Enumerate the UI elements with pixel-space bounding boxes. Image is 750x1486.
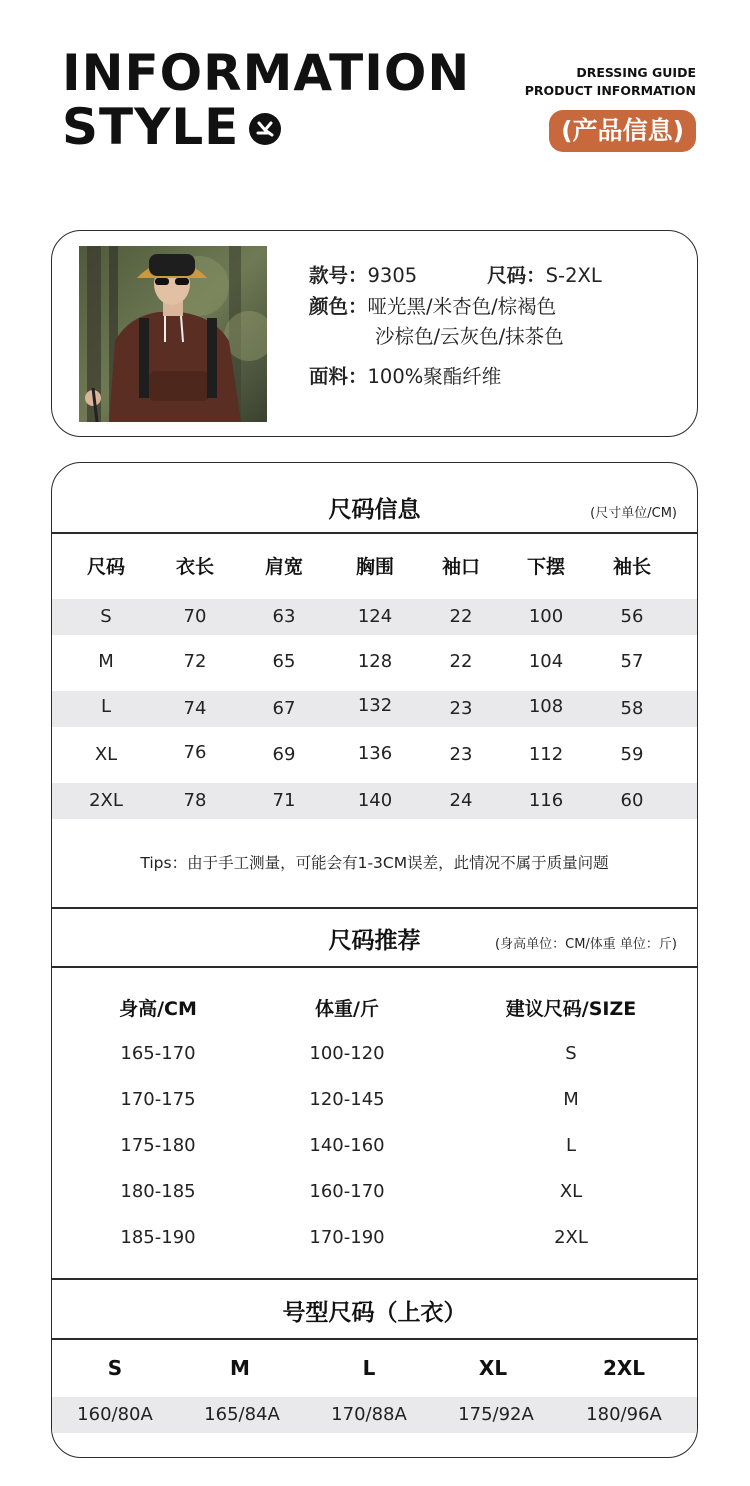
table-cell: 71: [272, 790, 296, 811]
product-card: [51, 230, 698, 437]
table-cell: 124: [357, 606, 393, 627]
style-value: 9305: [367, 264, 418, 287]
table-cell: M: [563, 1089, 579, 1110]
table-cell: 58: [620, 698, 644, 719]
table-cell: 180-185: [120, 1181, 196, 1202]
table-cell: M: [98, 651, 114, 672]
colors-line-1: 哑光黑/米杏色/棕褐色: [367, 295, 557, 318]
product-info: [309, 261, 602, 392]
table-cell: 2XL: [89, 790, 123, 811]
table-cell: 63: [272, 606, 296, 627]
table-cell: 116: [528, 790, 564, 811]
table-cell: 160/80A: [77, 1404, 153, 1425]
table-cell: XL: [559, 1181, 583, 1202]
column-header: 衣长: [175, 556, 214, 578]
divider: [52, 966, 697, 968]
column-header: 2XL: [602, 1356, 646, 1380]
column-header: 建议尺码/SIZE: [505, 998, 637, 1020]
column-header: 肩宽: [264, 556, 303, 578]
table-cell: 180/96A: [586, 1404, 662, 1425]
table-cell: 160-170: [309, 1181, 385, 1202]
table-cell: 72: [183, 651, 207, 672]
table-cell: 104: [528, 651, 564, 672]
size-info-unit-note: (尺寸单位/CM): [590, 506, 677, 521]
table-cell: 170/88A: [331, 1404, 407, 1425]
table-cell: 140-160: [309, 1135, 385, 1156]
table-cell: S: [100, 606, 112, 627]
body-type-title: 号型尺码（上衣）: [282, 1300, 467, 1326]
table-cell: 2XL: [554, 1227, 588, 1248]
product-info-badge: (产品信息): [549, 110, 696, 152]
fabric-row: [309, 362, 602, 392]
table-cell: 170-190: [309, 1227, 385, 1248]
size-value: S-2XL: [545, 264, 602, 287]
color-label: 颜色：: [309, 295, 368, 318]
table-cell: 69: [272, 744, 296, 765]
colors-line-2: 沙棕色/云灰色/抹茶色: [375, 325, 564, 348]
column-header: XL: [478, 1356, 508, 1380]
fabric-value: 100%聚酯纤维: [367, 365, 502, 388]
table-cell: 170-175: [120, 1089, 196, 1110]
table-cell: 57: [620, 651, 644, 672]
table-cell: 22: [449, 606, 473, 627]
table-cell: 60: [620, 790, 644, 811]
table-cell: 112: [528, 744, 564, 765]
size-info-title: 尺码信息: [328, 497, 421, 523]
column-header: 袖长: [612, 556, 651, 578]
size-label: 尺码：: [487, 264, 546, 287]
column-header: 体重/斤: [315, 998, 379, 1020]
table-cell: 100-120: [309, 1043, 385, 1064]
table-cell: 23: [449, 698, 473, 719]
divider: [52, 1338, 697, 1340]
table-cell: L: [100, 696, 112, 717]
tips-text: Tips：由于手工测量，可能会有1-3CM误差，此情况不属于质量问题: [140, 854, 609, 872]
table-cell: 140: [357, 790, 393, 811]
divider: [52, 1278, 697, 1280]
table-cell: 136: [357, 743, 393, 764]
column-header: 下摆: [526, 556, 565, 578]
table-cell: 100: [528, 606, 564, 627]
table-cell: 128: [357, 651, 393, 672]
table-cell: 165/84A: [204, 1404, 280, 1425]
table-cell: 175/92A: [458, 1404, 534, 1425]
column-header: L: [362, 1356, 376, 1380]
title-line-1: INFORMATION: [62, 44, 471, 102]
table-cell: 22: [449, 651, 473, 672]
table-cell: 185-190: [120, 1227, 196, 1248]
size-card: [51, 462, 698, 1458]
style-label: 款号：: [309, 264, 368, 287]
divider: [52, 532, 697, 534]
table-cell: XL: [94, 744, 118, 765]
color-row-2: [309, 322, 602, 352]
title-line-2: STYLE: [62, 98, 240, 156]
table-cell: 23: [449, 744, 473, 765]
table-cell: S: [565, 1043, 577, 1064]
table-cell: 56: [620, 606, 644, 627]
dressing-guide-label: DRESSING GUIDE: [576, 65, 696, 80]
table-cell: L: [565, 1135, 577, 1156]
column-header: S: [107, 1356, 123, 1380]
table-cell: 108: [528, 696, 564, 717]
table-cell: 24: [449, 790, 473, 811]
product-information-label: PRODUCT INFORMATION: [524, 83, 696, 98]
table-cell: 76: [183, 742, 207, 763]
table-cell: 65: [272, 651, 296, 672]
column-header: 尺码: [86, 556, 125, 578]
table-cell: 78: [183, 790, 207, 811]
table-cell: 67: [272, 698, 296, 719]
header-right: [525, 64, 696, 152]
table-cell: 165-170: [120, 1043, 196, 1064]
table-cell: 120-145: [309, 1089, 385, 1110]
style-size-row: [309, 261, 602, 291]
arrow-circle-icon: [249, 113, 281, 145]
color-row: [309, 292, 602, 322]
table-cell: 74: [183, 698, 207, 719]
divider: [52, 907, 697, 909]
recommend-title: 尺码推荐: [328, 928, 421, 954]
page-title: [62, 46, 470, 154]
fabric-label: 面料：: [309, 365, 368, 388]
table-cell: 132: [357, 695, 393, 716]
column-header: 袖口: [441, 556, 480, 578]
product-photo: [79, 246, 267, 422]
table-cell: 70: [183, 606, 207, 627]
table-cell: 175-180: [120, 1135, 196, 1156]
column-header: 身高/CM: [119, 998, 197, 1020]
recommend-unit-note: (身高单位：CM/体重 单位：斤): [495, 937, 677, 952]
column-header: M: [230, 1356, 250, 1380]
table-cell: 59: [620, 744, 644, 765]
column-header: 胸围: [355, 556, 394, 578]
